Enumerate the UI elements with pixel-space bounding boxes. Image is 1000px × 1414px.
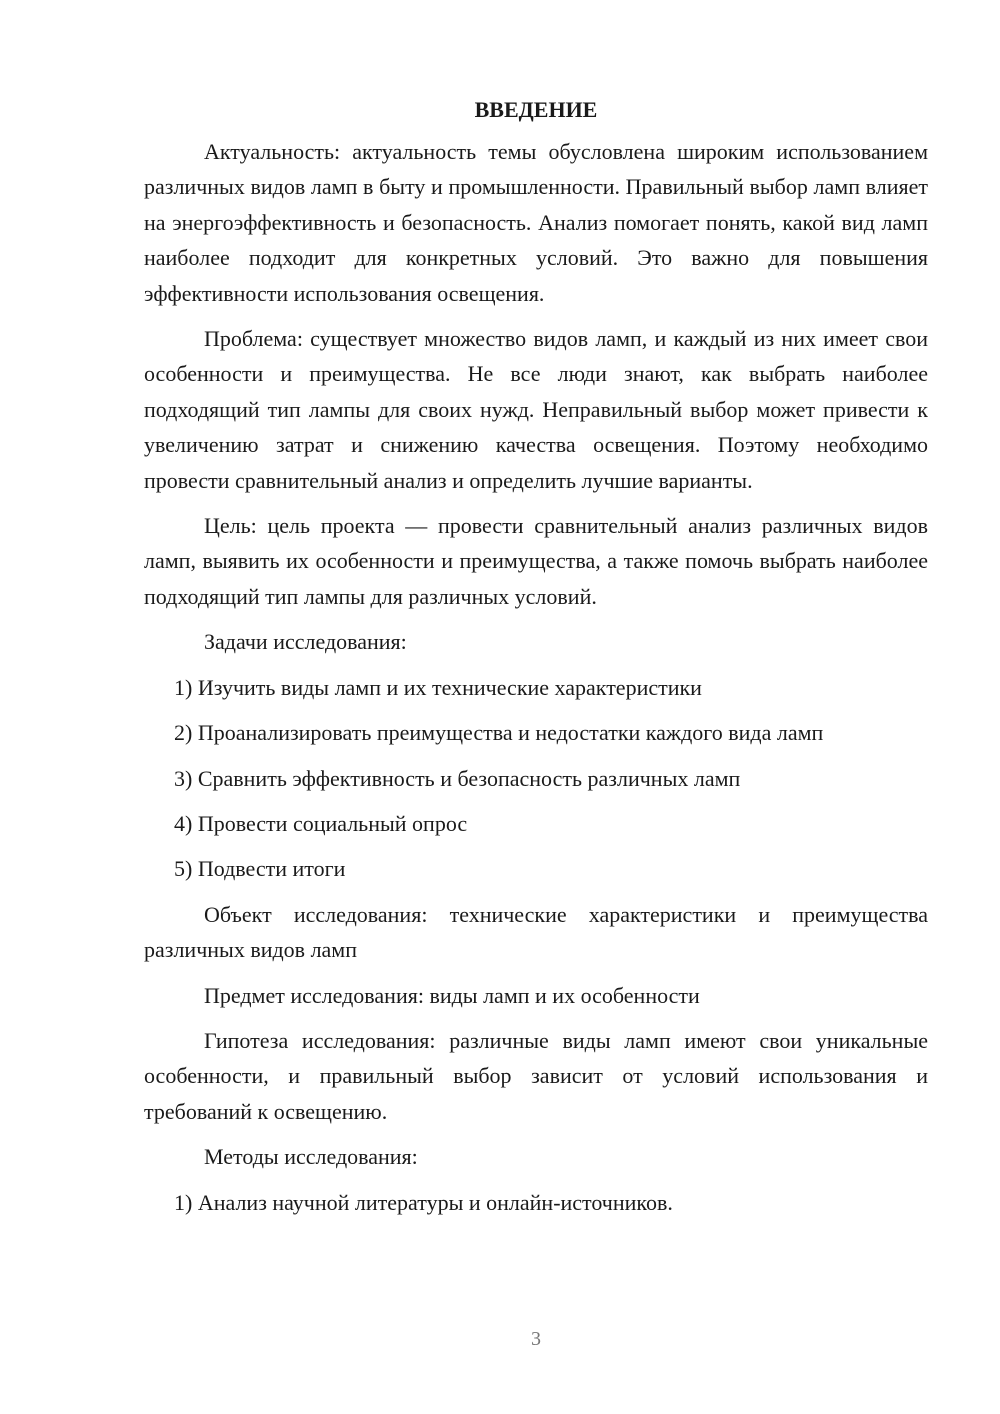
subject-line: Предмет исследования: виды ламп и их особенности bbox=[204, 982, 700, 1008]
document-title: ВВЕДЕНИЕ bbox=[474, 97, 598, 122]
relevance-paragraph: Актуальность: актуальность темы обусловлена широким использованием различных видов ламп в быту и промышленности. Правильный выбор ламп влияет на энергоэффективность и безопасность. Анализ помогает понять, какой вид ламп наиболее подходит для конкретных условий. Это важно для повышения эффективности использования освещения. bbox=[144, 139, 928, 306]
task-item: 3) Сравнить эффективность и безопасность различных ламп bbox=[174, 765, 741, 791]
hypothesis-paragraph: Гипотеза исследования: различные виды ламп имеют свои уникальные особенности, и правильный выбор зависит от условий использования и требований к освещению. bbox=[144, 1027, 928, 1124]
methods-heading: Методы исследования: bbox=[204, 1144, 418, 1170]
document-page bbox=[144, 92, 928, 1230]
problem-paragraph: Проблема: существует множество видов ламп, и каждый из них имеет свои особенности и преимущества. Не все люди знают, как выбрать наиболее подходящий тип лампы для своих нужд. Неправильный выбор может привести к увеличению затрат и снижению качества освещения. Поэтому необходимо провести сравнительный анализ и определить лучшие варианты. bbox=[144, 326, 928, 493]
object-paragraph: Объект исследования: технические характеристики и преимущества различных видов ламп bbox=[144, 901, 928, 963]
goal-paragraph: Цель: цель проекта — провести сравнительный анализ различных видов ламп, выявить их особенности и преимущества, а также помочь выбрать наиболее подходящий тип лампы для различных условий. bbox=[144, 513, 928, 609]
page-number: 3 bbox=[531, 1328, 541, 1350]
method-item: 1) Анализ научной литературы и онлайн-источников. bbox=[174, 1189, 673, 1215]
task-item: 5) Подвести итоги bbox=[174, 856, 346, 882]
task-item: 1) Изучить виды ламп и их технические характеристики bbox=[174, 674, 702, 700]
task-item: 2) Проанализировать преимущества и недостатки каждого вида ламп bbox=[174, 720, 824, 746]
task-item: 4) Провести социальный опрос bbox=[174, 810, 468, 836]
tasks-heading: Задачи исследования: bbox=[204, 629, 407, 655]
